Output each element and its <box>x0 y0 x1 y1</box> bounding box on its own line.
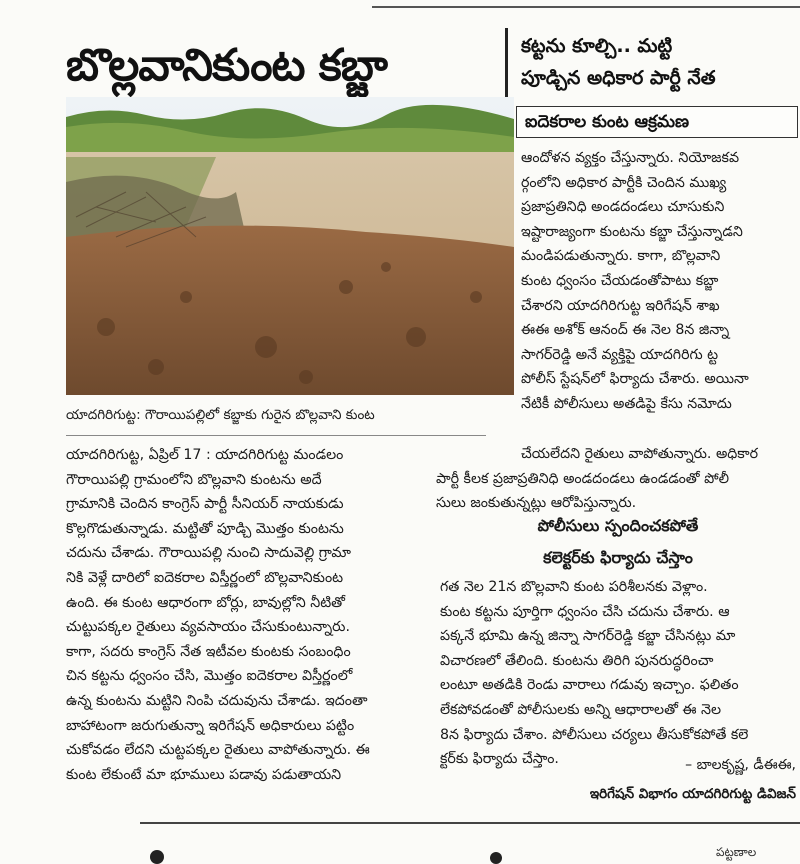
photo-illustration <box>66 97 514 395</box>
text-line: సులు జంకుతున్నట్లు ఆరోపిస్తున్నారు. <box>436 495 637 512</box>
text-line: ర్గంలోని అధికార పార్టీకి చెందిన ముఖ్య <box>521 174 727 191</box>
text-line: కుంట ధ్వంసం చేయడంతోపాటు కబ్జా <box>521 272 719 289</box>
photo-caption: యాదగిరిగుట్ట: గౌరాయిపల్లిలో కబ్జాకు గురైన బొల్లవాని కుంట <box>66 407 375 423</box>
text-line: బాహాటంగా జరుగుతున్నా ఇరిగేషన్ అధికారులు పట్టిం <box>66 717 355 734</box>
text-line: విచారణలో తేలింది. కుంటను తిరిగి పునరుద్ధరించా <box>440 652 714 669</box>
top-rule <box>372 6 800 8</box>
text-line: యాదగిరిగుట్ట, ఏప్రిల్ 17 : యాదగిరిగుట్ట మండలం <box>66 447 344 463</box>
footer-fragment: పట్టణాల <box>716 845 757 859</box>
text-line: చేయలేదని రైతులు వాపోతున్నారు. అధికార <box>521 446 759 462</box>
text-line: ఉన్న కుంటను మట్టిని నింపి చదువును చేశాడు. ఇదంతా <box>66 692 368 709</box>
box-heading: ఐదెకరాల కుంట ఆక్రమణ <box>516 106 798 138</box>
headline-divider <box>505 28 508 108</box>
text-line: సాగర్‌రెడ్డి అనే వ్యక్తిపై యాదగిరిగు ట్ట <box>521 346 719 363</box>
sub-heading-line-2: కలెక్టర్‌కు ఫిర్యాదు చేస్తాం <box>543 548 693 567</box>
footer-mark-icon <box>490 852 502 864</box>
signature-name: – బాలకృష్ణ, డీఈఈ, <box>685 757 796 773</box>
bottom-rule <box>140 822 800 824</box>
text-line: కుంట కట్టను పూర్తిగా ధ్వంసం చేసి చదును చేశారు. ఆ <box>440 603 730 620</box>
text-line: ఇష్టారాజ్యంగా కుంటను కబ్జా చేస్తున్నాడని <box>521 223 743 240</box>
text-line: పార్టీ కీలక ప్రజాప్రతినిధి అండదండలు ఉండడంతో పోలీ <box>436 470 730 487</box>
text-line: మండిపడుతున్నారు. కాగా, బొల్లవాని <box>521 248 721 265</box>
text-line: చిన కట్టను ధ్వంసం చేసి, మొత్తం ఐదెకరాల విస్తీర్ణంలో <box>66 668 353 685</box>
text-line: చేశారని యాదగిరిగుట్ట ఇరిగేషన్ శాఖ <box>521 297 720 314</box>
text-line: 8న ఫిర్యాదు చేశాం. పోలీసులు చర్యలు తీసుకోకపోతే కలె <box>440 726 749 743</box>
right-column-text <box>521 146 797 417</box>
text-line: ఉంది. ఈ కుంట ఆధారంగా బోర్లు, బావుల్లోని నీటితో <box>66 594 345 611</box>
signature-department: ఇరిగేషన్ విభాగం యాదగిరిగుట్ట డివిజన్ <box>589 786 796 802</box>
subheadline <box>521 30 797 94</box>
text-line: చుట్టుపక్కల రైతులు వ్యవసాయం చేసుకుంటున్నారు. <box>66 619 350 636</box>
text-line: పోలీస్ స్టేషన్‌లో ఫిర్యాదు చేశారు. అయినా <box>521 371 749 388</box>
caption-rule <box>66 435 486 436</box>
text-line: కొల్లగొడుతున్నాడు. మట్టితో పూడ్చి మొత్తం కుంటను <box>66 520 344 537</box>
text-line: ఆందోళన వ్యక్తం చేస్తున్నారు. నియోజకవ <box>521 150 740 166</box>
text-line: కుంట లేకుంటే మా భూములు పడావు పడుతాయని <box>66 766 342 783</box>
text-line: చదును చేశాడు. గౌరాయిపల్లి నుంచి సాదువెల్లి గ్రామా <box>66 545 351 562</box>
text-line: లేకపోవడంతో పోలీసులకు అన్ని ఆధారాలతో ఈ నెల <box>440 701 722 718</box>
text-line: చుకోవడం లేదని చుట్టపక్కల రైతులు వాపోతున్నారు. ఈ <box>66 742 370 759</box>
text-line: లంటూ అతడికి రెండు వారాలు గడువు ఇచ్చాం. ఫలితం <box>440 677 739 694</box>
text-line: నికి వెళ్లే దారిలో ఐదెకరాల విస్తీర్ణంలో బొల్లవానికుంట <box>66 569 344 586</box>
subheadline-line-2: పూడ్చిన అధికార పార్టీ నేత <box>521 67 716 89</box>
text-line: ఈఈ అశోక్ ఆనంద్ ఈ నెల 8న జిన్నా <box>521 322 730 339</box>
sub-heading-police <box>440 510 796 574</box>
text-line: గ్రామానికి చెందిన కాంగ్రెస్ పార్టీ సీనియర్ నాయకుడు <box>66 496 344 513</box>
right-wide-text <box>436 442 796 516</box>
subheadline-line-1: కట్టను కూల్చి.. మట్టి <box>521 35 673 57</box>
text-line: క్టర్‌కు ఫిర్యాదు చేస్తాం. <box>440 751 559 768</box>
footer-mark-icon <box>150 850 164 864</box>
text-line: నేటికీ పోలీసులు అతడిపై కేసు నమోదు <box>521 395 732 412</box>
text-line: ప్రజాప్రతినిధి అండదండలు చూసుకుని <box>521 199 725 216</box>
text-line: గౌరాయిపల్లి గ్రామంలోని బొల్లవాని కుంటను అదే <box>66 471 322 488</box>
quote-text <box>440 575 796 772</box>
text-line: గత నెల 21న బొల్లవాని కుంట పరిశీలనకు వెళ్లాం. <box>440 579 708 595</box>
sub-heading-line-1: పోలీసులు స్పందించకపోతే <box>537 516 699 535</box>
text-line: కాగా, సదరు కాంగ్రెస్ నేత ఇటీవల కుంటకు సంబంధిం <box>66 643 351 660</box>
left-column-text <box>66 443 416 787</box>
news-photo <box>66 97 514 395</box>
headline: బొల్లవానికుంట కబ్జా <box>66 40 387 91</box>
text-line: పక్కనే భూమి ఉన్న జిన్నా సాగర్‌రెడ్డి కబ్జా చేసినట్లు మా <box>440 628 736 645</box>
